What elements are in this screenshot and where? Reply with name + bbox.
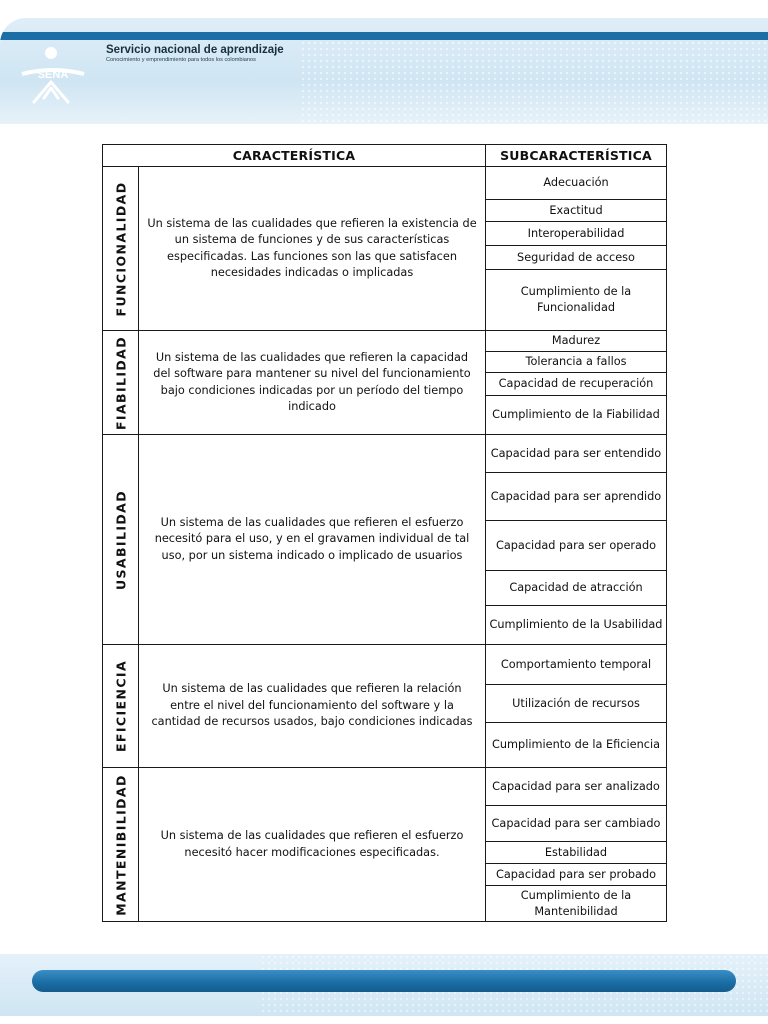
subcharacteristic-cell: Tolerancia a fallos <box>486 352 667 373</box>
category-cell <box>103 768 139 922</box>
header-pattern <box>300 40 768 124</box>
org-slogan: Conocimiento y emprendimiento para todos los colombianos <box>106 57 256 63</box>
org-name: Servicio nacional de aprendizaje <box>106 44 284 56</box>
table-header-row <box>103 145 667 167</box>
subcharacteristic-cell: Capacidad para ser analizado <box>486 768 667 806</box>
column-header-characteristic: CARACTERÍSTICA <box>103 145 486 167</box>
subcharacteristic-cell: Adecuación <box>486 167 667 200</box>
category-cell <box>103 645 139 768</box>
table-row <box>103 645 667 685</box>
description-cell: Un sistema de las cualidades que refieren la existencia de un sistema de funciones y de sus características especificadas. Las funciones son las que satisfacen necesidades indicadas o implicadas <box>139 167 486 331</box>
subcharacteristic-cell: Exactitud <box>486 200 667 222</box>
subcharacteristic-cell: Cumplimiento de la Mantenibilidad <box>486 886 667 922</box>
subcharacteristic-cell: Cumplimiento de la Usabilidad <box>486 606 667 645</box>
subcharacteristic-cell: Cumplimiento de la Eficiencia <box>486 723 667 768</box>
category-label: USABILIDAD <box>113 489 128 590</box>
sena-logo-icon <box>18 44 88 104</box>
description-cell: Un sistema de las cualidades que refieren el esfuerzo necesitó hacer modificaciones especificadas. <box>139 768 486 922</box>
description-cell: Un sistema de las cualidades que refieren la capacidad del software para mantener su nivel del funcionamiento bajo condiciones indicadas por un período del tiempo indicado <box>139 331 486 435</box>
subcharacteristic-cell: Comportamiento temporal <box>486 645 667 685</box>
subcharacteristic-cell: Interoperabilidad <box>486 222 667 246</box>
subcharacteristic-cell: Capacidad para ser cambiado <box>486 806 667 842</box>
category-label: MANTENIBILIDAD <box>113 773 128 916</box>
subcharacteristic-cell: Seguridad de acceso <box>486 246 667 270</box>
subcharacteristic-cell: Capacidad para ser aprendido <box>486 473 667 521</box>
table-row <box>103 167 667 200</box>
category-label: EFICIENCIA <box>113 659 128 753</box>
subcharacteristic-cell: Cumplimiento de la Funcionalidad <box>486 270 667 331</box>
category-cell <box>103 435 139 645</box>
header-accent-bar <box>0 32 768 40</box>
subcharacteristic-cell: Capacidad para ser probado <box>486 864 667 886</box>
subcharacteristic-cell: Madurez <box>486 331 667 352</box>
subcharacteristic-cell: Cumplimiento de la Fiabilidad <box>486 396 667 435</box>
table-row <box>103 435 667 473</box>
table-row <box>103 768 667 806</box>
logo-text: SENA <box>37 69 69 81</box>
subcharacteristic-cell: Capacidad para ser operado <box>486 521 667 571</box>
quality-characteristics-table <box>102 144 667 922</box>
category-cell <box>103 331 139 435</box>
table-row <box>103 331 667 352</box>
description-cell: Un sistema de las cualidades que refieren el esfuerzo necesitó para el uso, y en el gravamen individual de tal uso, por un sistema indicado o implicado de usuarios <box>139 435 486 645</box>
category-label: FUNCIONALIDAD <box>113 181 128 316</box>
subcharacteristic-cell: Utilización de recursos <box>486 685 667 723</box>
category-label: FIABILIDAD <box>113 335 128 430</box>
category-cell <box>103 167 139 331</box>
description-cell: Un sistema de las cualidades que refieren la relación entre el nivel del funcionamiento del software y la cantidad de recursos usados, bajo condiciones indicadas <box>139 645 486 768</box>
column-header-subcharacteristic: SUBCARACTERÍSTICA <box>486 145 667 167</box>
subcharacteristic-cell: Capacidad de atracción <box>486 571 667 606</box>
subcharacteristic-cell: Capacidad de recuperación <box>486 373 667 396</box>
footer-accent-bar <box>32 970 736 992</box>
subcharacteristic-cell: Capacidad para ser entendido <box>486 435 667 473</box>
page-footer <box>0 954 768 1016</box>
subcharacteristic-cell: Estabilidad <box>486 842 667 864</box>
page-header <box>0 18 768 124</box>
